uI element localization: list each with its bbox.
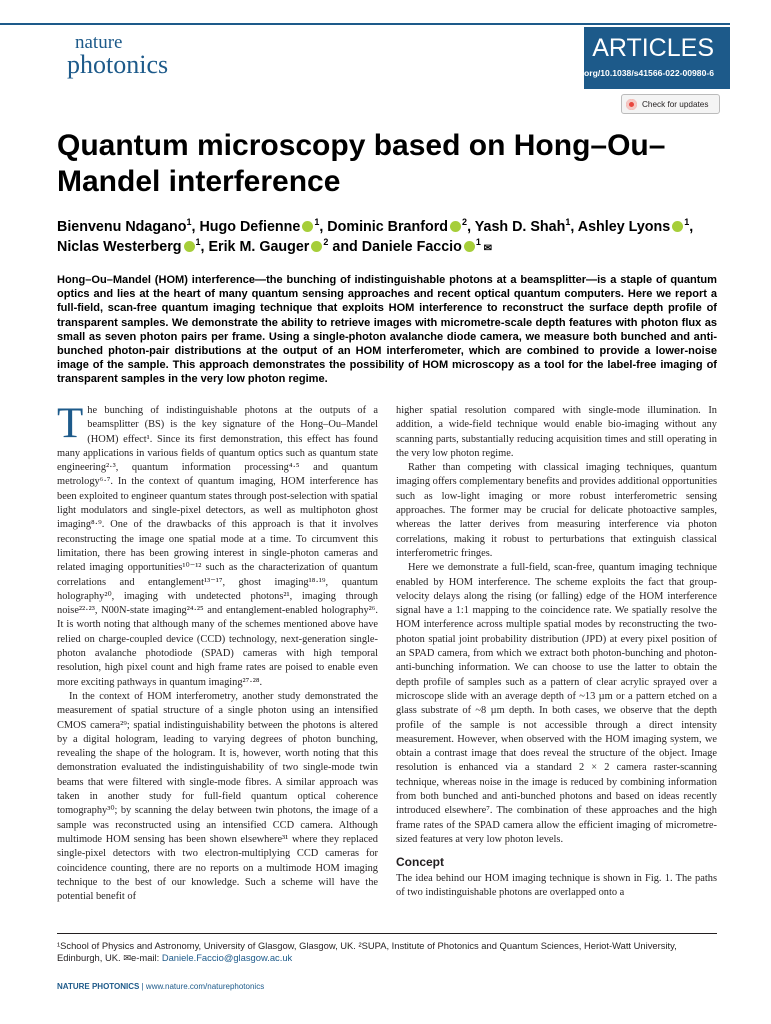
author-affiliation: 1 (186, 217, 192, 227)
author-separator: , (689, 218, 694, 235)
author-affiliation: 1 (565, 217, 571, 227)
author-affiliation: 2 (462, 217, 468, 227)
email-label: ✉e-mail: (123, 952, 160, 964)
journal-name: NATURE PHOTONICS (57, 982, 140, 991)
body-paragraph: Rather than competing with classical imaging techniques, quantum imaging offers complementary benefits and provides additional opportunities such as low-light imaging or more robust interferometric sensing approaches. The former may be crucial for delicate photoactive samples, whereas the latter derives from measuring interference via photon correlations, making it robust to perturbations that extinguish classical interferometric fringes. (396, 462, 717, 559)
author-line-1 (57, 217, 693, 235)
author-separator: , (570, 218, 578, 235)
orcid-icon[interactable] (311, 241, 322, 252)
orcid-icon[interactable] (302, 221, 313, 232)
affiliations: ¹School of Physics and Astronomy, University of Glasgow, Glasgow, UK. ²SUPA, Institute of Photonics and Quantum Sciences, Heriot-Watt University, Edinburgh, UK. (57, 940, 677, 964)
author-affiliation: 1 (195, 237, 201, 247)
author-separator: , (200, 238, 209, 255)
body-paragraph: higher spatial resolution compared with single-mode illumination. In addition, a wide-field technique would enable bio-imaging without any scanning parts, substantially reducing acquisition times and still operating in the very low photon regime. (396, 405, 717, 459)
author-affiliation: 2 (323, 237, 329, 247)
author-name[interactable]: Hugo Defienne (199, 218, 301, 235)
crossmark-icon (626, 99, 637, 110)
section-heading: Concept (396, 855, 444, 870)
footnote-rule (57, 933, 717, 934)
article-title: Quantum microscopy based on Hong–Ou–Mandel interference (57, 129, 666, 198)
author-affiliation: 1 (684, 217, 690, 227)
author-and: and (332, 238, 362, 255)
email-link[interactable]: Daniele.Faccio@glasgow.ac.uk (161, 952, 293, 964)
author-name[interactable]: Daniele Faccio (361, 238, 462, 255)
journal-logo-line1: nature (75, 32, 123, 53)
drop-cap: T (57, 400, 84, 447)
author-name[interactable]: Niclas Westerberg (57, 238, 182, 255)
author-separator: , (191, 218, 200, 235)
author-affiliation: 1 (475, 237, 481, 247)
body-paragraph: In the context of HOM interferometry, another study demonstrated the measurement of spatial structure of a single photon using an intensified CMOS camera²⁹; spatial indistinguishability between the photons is altered by a digital hologram, leading to varying degrees of photon bunching, revealing the shape of the hologram. It is, however, worth noting that this demonstration evaluated the indistinguishability of two single-mode twin beams that were filtered with single-mode fibres. A similar approach was taken in another study for full-field quantum optical coherence tomography³⁰; by scanning the delay between twin photons, the image of a sample was reconstructed using an intensified CCD camera. Although multimode HOM sensing has been shown elsewhere³¹ where they replaced single-pixel detectors with two electron-multiplying CCD cameras for coincidence counting, there are no reports on a multimode HOM imaging technique to the best of our knowledge. Such a scheme will have the potential benefit of (57, 690, 378, 903)
body-column-right (396, 404, 717, 900)
orcid-icon[interactable] (672, 221, 683, 232)
check-updates-button[interactable] (621, 94, 720, 114)
doi-link[interactable]: https://doi.org/10.1038/s41566-022-00980-6 (540, 68, 714, 78)
section-label: ARTICLES (592, 34, 714, 62)
journal-logo-line2: photonics (67, 50, 169, 79)
author-line-2 (57, 237, 492, 255)
orcid-icon[interactable] (450, 221, 461, 232)
abstract: Hong–Ou–Mandel (HOM) interference—the bunching of indistinguishable photons at a beamsplitter—is a staple of quantum optics and lies at the heart of many quantum sensing approaches and recent optical quantum computers. Here we report a full-field, scan-free quantum imaging technique that exploits HOM interference to reconstruct the surface depth profile of transparent samples. We demonstrate the ability to retrieve images with micrometre-scale depth features with photon flux as small as seven photon pairs per frame. Using a single-photon avalanche diode camera, we measure both bunched and anti-bunched photon-pair distributions at the output of an HOM interferometer, which are combined to provide a lower-noise image of the sample. This approach demonstrates the possibility of HOM microscopy as a tool for the label-free imaging of transparent samples in the very low photon regime. (57, 274, 717, 386)
author-name[interactable]: Erik M. Gauger (208, 238, 310, 255)
author-name[interactable]: Bienvenu Ndagano (57, 218, 187, 235)
body-column-left (57, 400, 378, 904)
author-affiliation: 1 (314, 217, 320, 227)
journal-url[interactable]: | www.nature.com/naturephotonics (141, 982, 265, 991)
body-paragraph: he bunching of indistinguishable photons at the outputs of a beamsplitter (BS) is the key signature of the Hong–Ou–Mandel (HOM) effect¹. Since its first demonstration, this effect has found many applications in various fields of quantum optics such as quantum state engineering²·³, quantum information processing⁴·⁵ and quantum metrology⁶·⁷. In the context of quantum imaging, HOM interference has been exploited to engineer quantum states through post-selection with spatial light modulators and single-pixel detectors, as well as multiphoton ghost imaging⁸·⁹. One of the drawbacks of this approach is that it involves reconstructing the image one spatial mode at a time. To circumvent this limitation, there has been growing interest in single-photon cameras and related imaging opportunities¹⁰⁻¹² such as the characterization of quantum correlations and entanglement¹³⁻¹⁷, ghost imaging¹⁸·¹⁹, quantum holography²⁰, imaging with undetected photons²¹, imaging through noise²²·²³, N00N-state imaging²⁴·²⁵ and entanglement-enabled holography²⁶. It is worth noting that although many of the schemes mentioned above have relied on charge-coupled device (CCD) technology, next-generation single-photon avalanche photodiode (SPAD) cameras with high temporal resolution, high pixel count and high frame rates are poised to enable even more exciting pathways in quantum imaging²⁷·²⁸. (57, 405, 378, 688)
author-name[interactable]: Ashley Lyons (577, 218, 671, 235)
author-name[interactable]: Yash D. Shah (474, 218, 566, 235)
orcid-icon[interactable] (464, 241, 475, 252)
orcid-icon[interactable] (184, 241, 195, 252)
author-separator: , (467, 218, 475, 235)
body-paragraph: The idea behind our HOM imaging technique is shown in Fig. 1. The paths of two indistinguishable photons are overlapped onto a (396, 872, 717, 898)
author-separator: , (319, 218, 328, 235)
check-updates-label: Check for updates (642, 99, 709, 109)
author-name[interactable]: Dominic Branford (327, 218, 449, 235)
affiliations-footnote (57, 940, 717, 965)
journal-footer (57, 982, 264, 991)
body-paragraph: Here we demonstrate a full-field, scan-free, quantum imaging technique enabled by HOM interference. The scheme exploits the fact that group-velocity delays along the rising (or falling) edge of the HOM interference signal have a 1:1 mapping to the coincidence rate. We spatially resolve the HOM interference across multiple spatial modes by reconstructing the two-photon spatial joint probability distribution (JPD) at every pixel position of an SPAD camera, from which we extract both photon-bunching and photon-anti-bunching information. We can choose to use the latter to obtain the depth profile of samples such as a pattern of clear acrylic sprayed over a microscope slide with an average depth of ~13 µm or a pattern etched on a glass substrate of ~8 µm depth. In both cases, we observe that the depth profile of the sample is not accessible through a direct intensity measurement. However, when observed with the HOM imaging system, we obtain a contrast image that does reveal the structure of the object. Image resolution is enhanced via a standard 2 × 2 camera raster-scanning technique, whereas noise in the image is reduced by combining information from both bunched and anti-bunched photons and based on ideas recently introduced elsewhere⁷. The combination of these approaches and the high frame rates of the SPAD camera allow the efficient imaging of micrometre-sized features at very low photon levels. (396, 562, 717, 845)
envelope-icon[interactable]: ✉ (480, 242, 493, 254)
header-rule (0, 23, 730, 25)
